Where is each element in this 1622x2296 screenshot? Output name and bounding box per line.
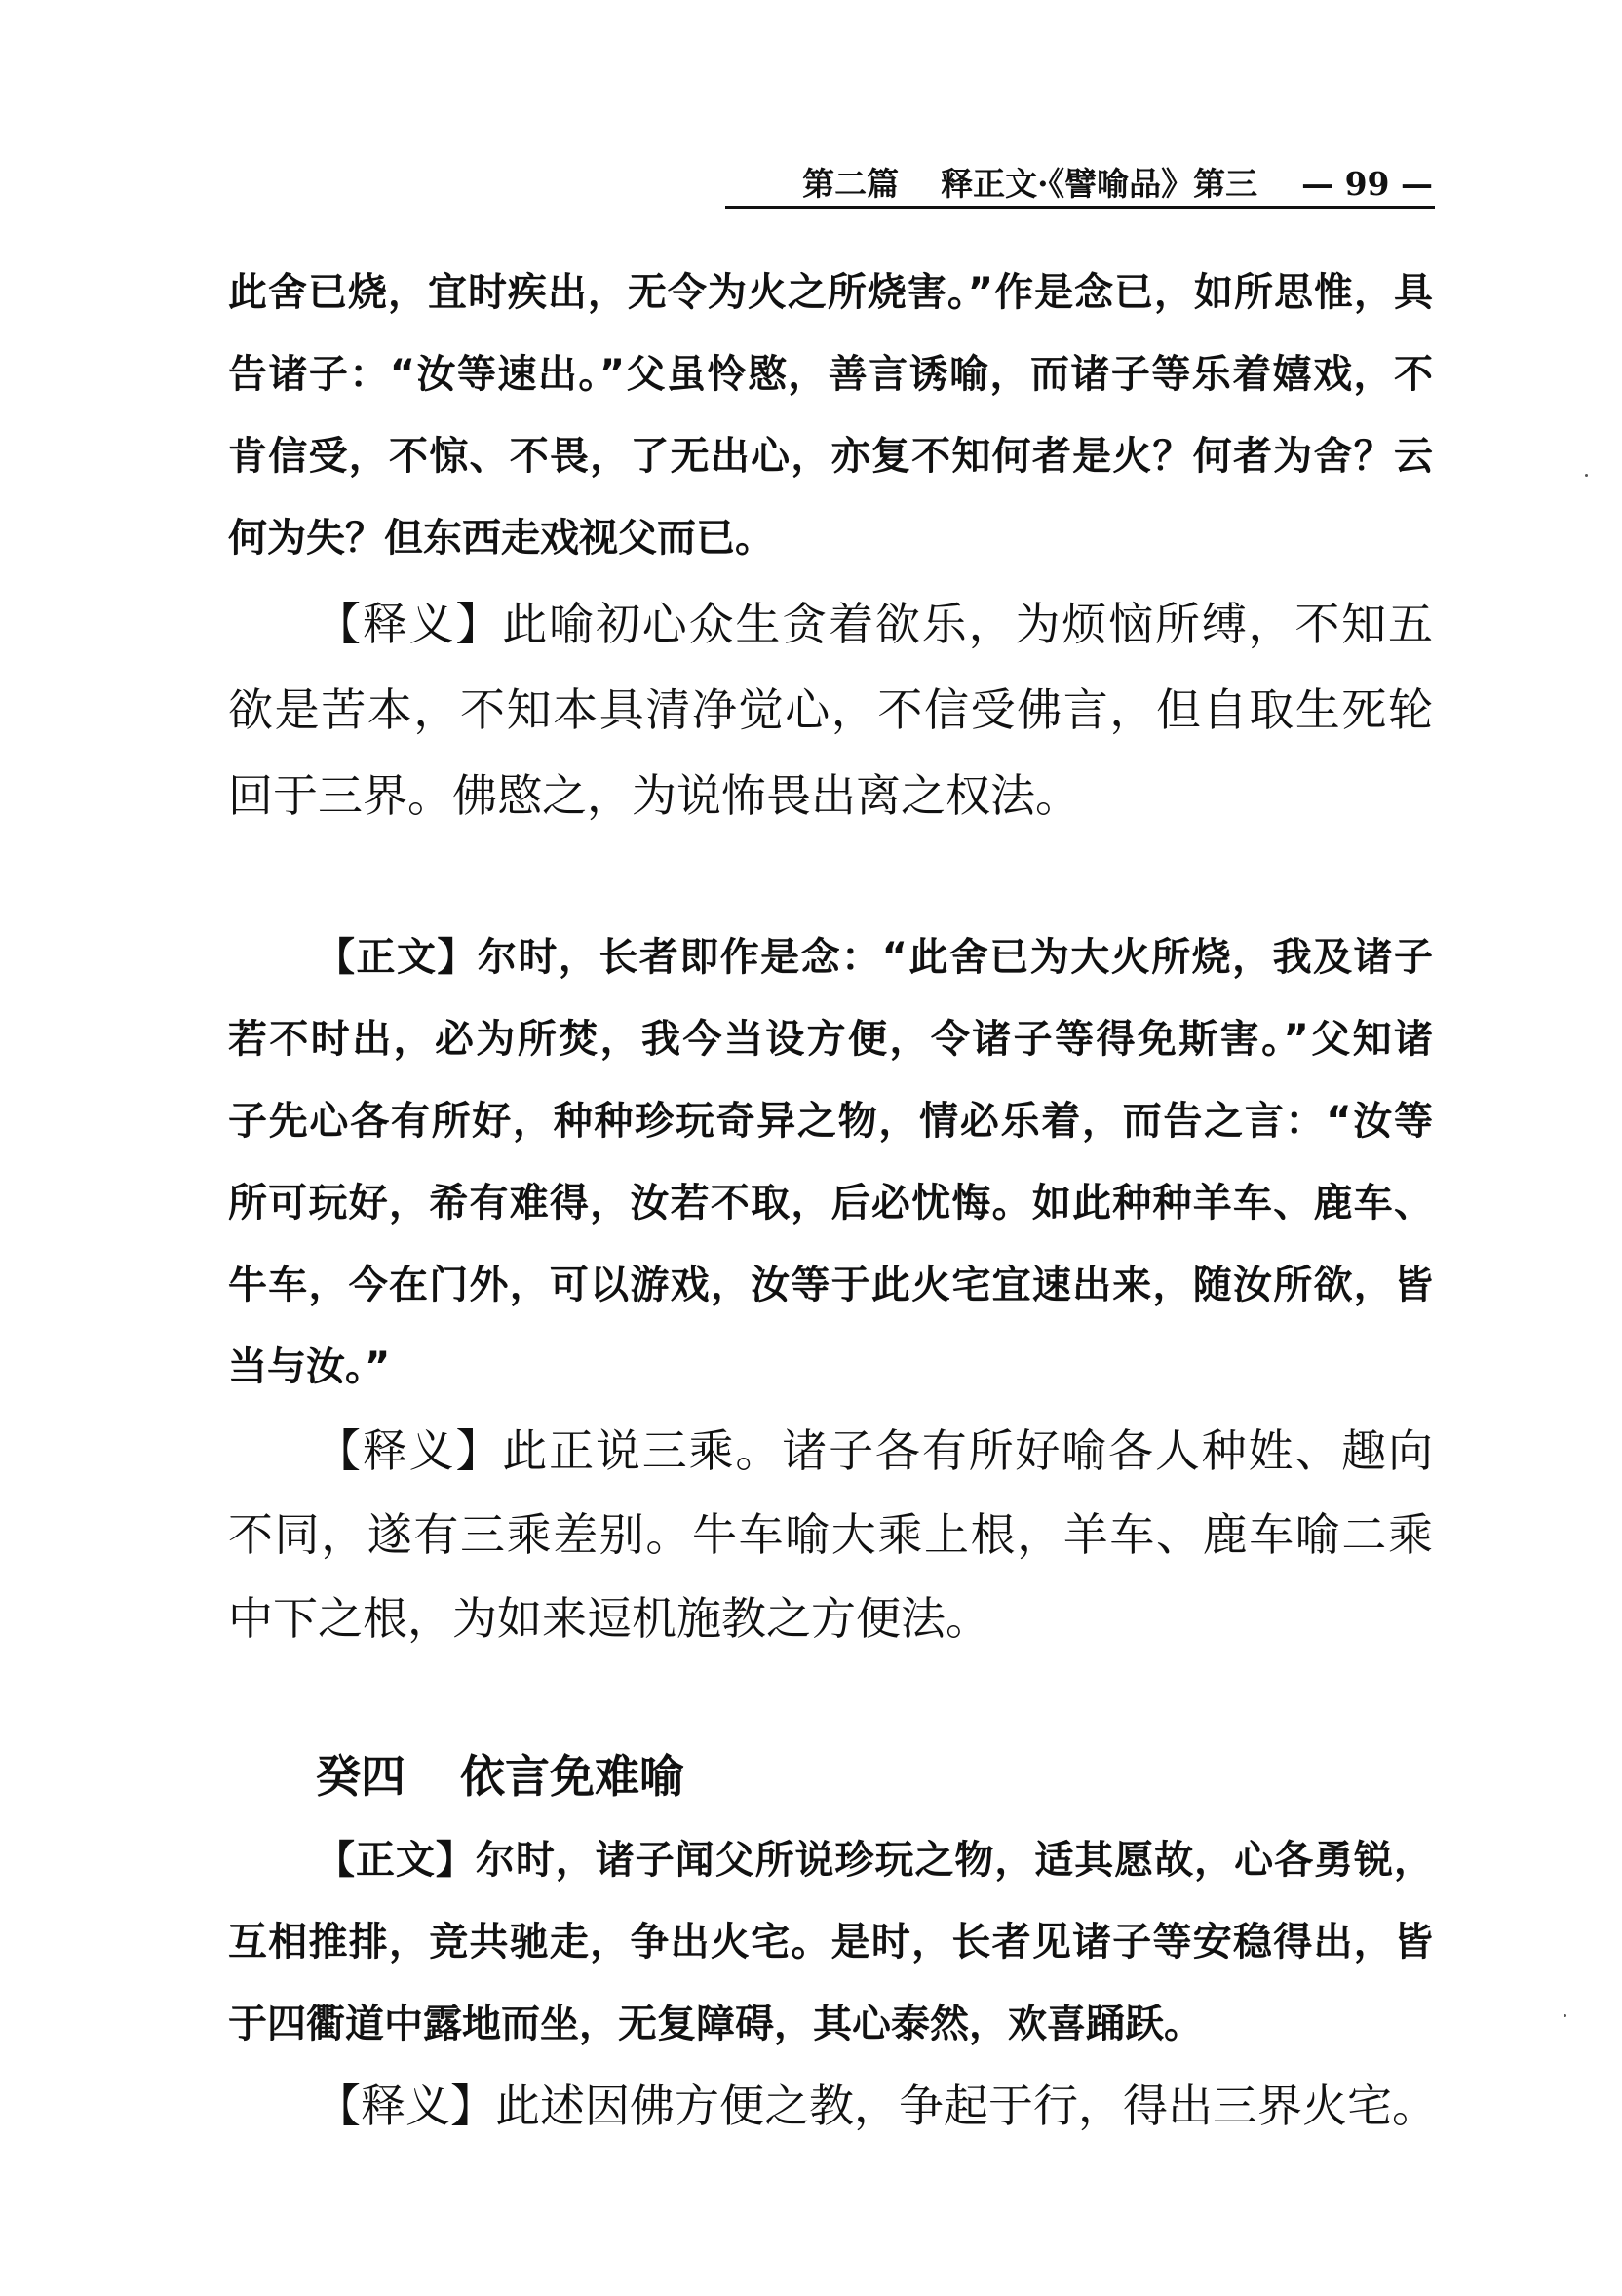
section-heading <box>316 1747 684 1806</box>
running-header <box>727 162 1433 207</box>
text-line: 肯信受，不惊、不畏，了无出心，亦复不知何者是火？何者为舍？云 <box>228 434 1433 479</box>
scan-speck <box>1564 2014 1566 2017</box>
text-line: 此舍已烧，宜时疾出，无令为火之所烧害。”作是念已，如所思惟，具 <box>228 270 1433 315</box>
text-line: 牛车，今在门外，可以游戏，汝等于此火宅宜速出来，随汝所欲，皆 <box>228 1263 1433 1307</box>
text-line: 子先心各有所好，种种珍玩奇异之物，情必乐着，而告之言：“汝等 <box>228 1099 1433 1144</box>
header-title: 释正文·《譬喻品》第三 <box>941 165 1258 203</box>
text-line: 何为失？但东西走戏视父而已。 <box>228 516 774 561</box>
text-line: 互相推排，竞共驰走，争出火宅。是时，长者见诸子等安稳得出，皆 <box>228 1920 1433 1965</box>
text-line: 中下之根，为如来逗机施教之方便法。 <box>228 1592 990 1645</box>
header-part: 第二篇 <box>802 165 900 203</box>
text-line: 【释义】此喻初心众生贪着欲乐，为烦恼所缚，不知五 <box>316 598 1433 650</box>
text-line: 于四衢道中露地而坐，无复障碍，其心泰然，欢喜踊跃。 <box>228 2002 1203 2046</box>
header-divider <box>725 206 1435 209</box>
text-line: 【正文】尔时，诸子闻父所说珍玩之物，适其愿故，心各勇锐， <box>316 1838 1433 1883</box>
text-line: 【正文】尔时，长者即作是念：“此舍已为大火所烧，我及诸子 <box>316 935 1433 980</box>
text-line: 所可玩好，希有难得，汝若不取，后必忧悔。如此种种羊车、鹿车、 <box>228 1181 1433 1226</box>
text-line: 若不时出，必为所焚，我今当设方便，令诸子等得免斯害。”父知诸 <box>228 1017 1433 1062</box>
text-line: 【释义】此述因佛方便之教，争起于行，得出三界火宅。 <box>316 2080 1437 2132</box>
text-line: 当与汝。” <box>228 1344 391 1389</box>
scan-speck <box>1585 474 1588 477</box>
text-line: 欲是苦本，不知本具清净觉心，不信受佛言，但自取生死轮 <box>228 683 1433 736</box>
section-number: 癸四 <box>316 1750 406 1803</box>
page-number: — 99 — <box>1301 165 1433 203</box>
text-line: 回于三界。佛愍之，为说怖畏出离之权法。 <box>228 769 1080 822</box>
text-line: 不同，遂有三乘差别。牛车喻大乘上根，羊车、鹿车喻二乘 <box>228 1508 1433 1561</box>
text-line: 告诸子：“汝等速出。”父虽怜愍，善言诱喻，而诸子等乐着嬉戏，不 <box>228 352 1433 397</box>
section-title: 依言免难喻 <box>460 1750 684 1803</box>
text-line: 【释义】此正说三乘。诸子各有所好喻各人种姓、趣向 <box>316 1424 1433 1477</box>
